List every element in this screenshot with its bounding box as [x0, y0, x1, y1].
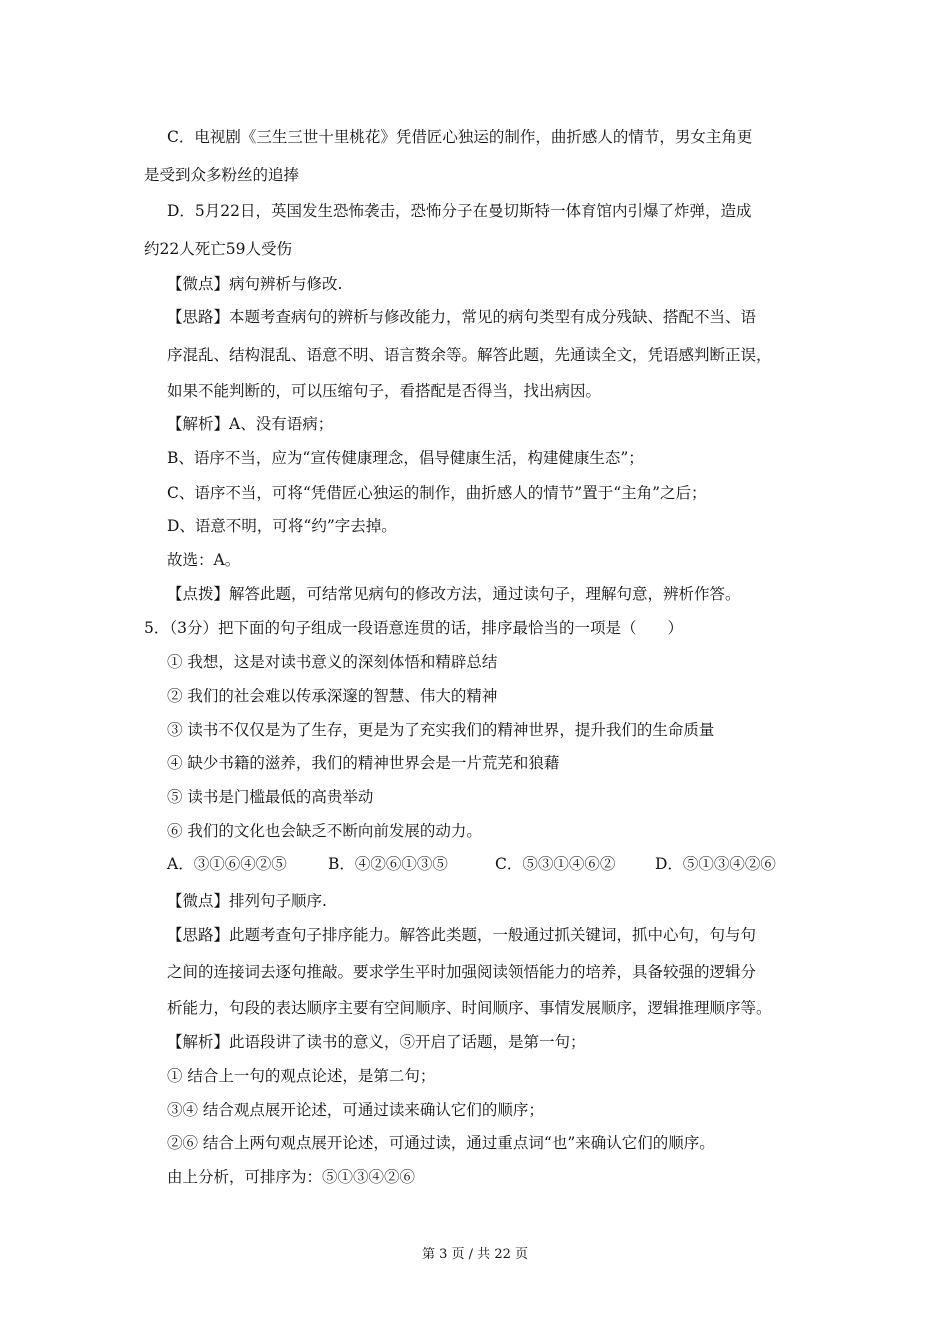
q4-tip: 【点拨】解答此题，可结常见病句的修改方法，通过读句子，理解句意，辨析作答。	[167, 585, 741, 603]
option-d-line-1: D．5月22日，英国发生恐怖袭击，恐怖分子在曼切斯特一体育馆内引爆了炸弹，造成	[167, 202, 752, 220]
q5-option-d: D．⑤①③④②⑥	[655, 855, 776, 873]
q4-analysis-c: C、语序不当，可将“凭借匠心独运的制作，曲折感人的情节”置于“主角”之后；	[167, 484, 707, 502]
q5-approach-line-2: 之间的连接词去逐句推敲。要求学生平时加强阅读领悟能力的培养，具备较强的逻辑分	[167, 963, 757, 981]
option-c-line-1: C．电视剧《三生三世十里桃花》凭借匠心独运的制作，曲折感人的情节，男女主角更	[167, 128, 753, 146]
q5-analysis-1: 【解析】此语段讲了读书的意义，⑤开启了话题，是第一句；	[167, 1033, 586, 1051]
q5-analysis-2: ① 结合上一句的观点论述，是第二句；	[167, 1067, 436, 1085]
q5-option-c: C．⑤③①④⑥②	[495, 855, 616, 873]
q5-sentence-6: ⑥ 我们的文化也会缺乏不断向前发展的动力。	[167, 822, 482, 840]
q4-approach-line-1: 【思路】本题考查病句的辨析与修改能力，常见的病句类型有成分残缺、搭配不当、语	[167, 308, 757, 326]
q5-sentence-4: ④ 缺少书籍的滋养，我们的精神世界会是一片荒芜和狼藉	[167, 754, 560, 772]
page-footer: 第 3 页 / 共 22 页	[422, 1247, 528, 1262]
q5-option-a: A．③①⑥④②⑤	[167, 855, 287, 873]
q5-analysis-4: ②⑥ 结合上两句观点展开论述，可通过读，通过重点词“也”来确认它们的顺序。	[167, 1134, 715, 1152]
q5-micro-point: 【微点】排列句子顺序.	[167, 892, 327, 910]
q5-sentence-1: ① 我想，这是对读书意义的深刻体悟和精辟总结	[167, 653, 498, 671]
q5-sentence-5: ⑤ 读书是门槛最低的高贵举动	[167, 788, 374, 806]
q4-micro-point: 【微点】病句辨析与修改.	[167, 275, 343, 293]
q5-option-b: B．④②⑥①③⑤	[328, 855, 448, 873]
q4-analysis-a: 【解析】A、没有语病；	[167, 415, 334, 433]
option-c-line-2: 是受到众多粉丝的追捧	[144, 166, 300, 184]
q4-analysis-d: D、语意不明，可将“约”字去掉。	[167, 517, 397, 535]
q4-answer: 故选：A。	[167, 551, 241, 569]
q4-approach-line-2: 序混乱、结构混乱、语意不明、语言赘余等。解答此题，先通读全文，凭语感判断正误，	[167, 346, 772, 364]
option-d-line-2: 约22人死亡59人受伤	[144, 240, 292, 258]
q5-stem: 5．（3分）把下面的句子组成一段语意连贯的话，排序最恰当的一项是（ ）	[144, 619, 683, 637]
q4-approach-line-3: 如果不能判断的，可以压缩句子，看搭配是否得当，找出病因。	[167, 382, 602, 400]
q5-sentence-2: ② 我们的社会难以传承深邃的智慧、伟大的精神	[167, 687, 498, 705]
q5-approach-line-3: 析能力，句段的表达顺序主要有空间顺序、时间顺序、事情发展顺序，逻辑推理顺序等。	[167, 999, 772, 1017]
q5-conclusion: 由上分析，可排序为：⑤①③④②⑥	[167, 1168, 416, 1186]
q5-analysis-3: ③④ 结合观点展开论述，可通过读来确认它们的顺序；	[167, 1101, 544, 1119]
q5-approach-line-1: 【思路】此题考查句子排序能力。解答此类题，一般通过抓关键词，抓中心句，句与句	[167, 926, 757, 944]
q5-sentence-3: ③ 读书不仅仅是为了生存，更是为了充实我们的精神世界，提升我们的生命质量	[167, 721, 715, 739]
q4-analysis-b: B、语序不当，应为“宣传健康理念，倡导健康生活，构建健康生态”；	[167, 449, 644, 467]
